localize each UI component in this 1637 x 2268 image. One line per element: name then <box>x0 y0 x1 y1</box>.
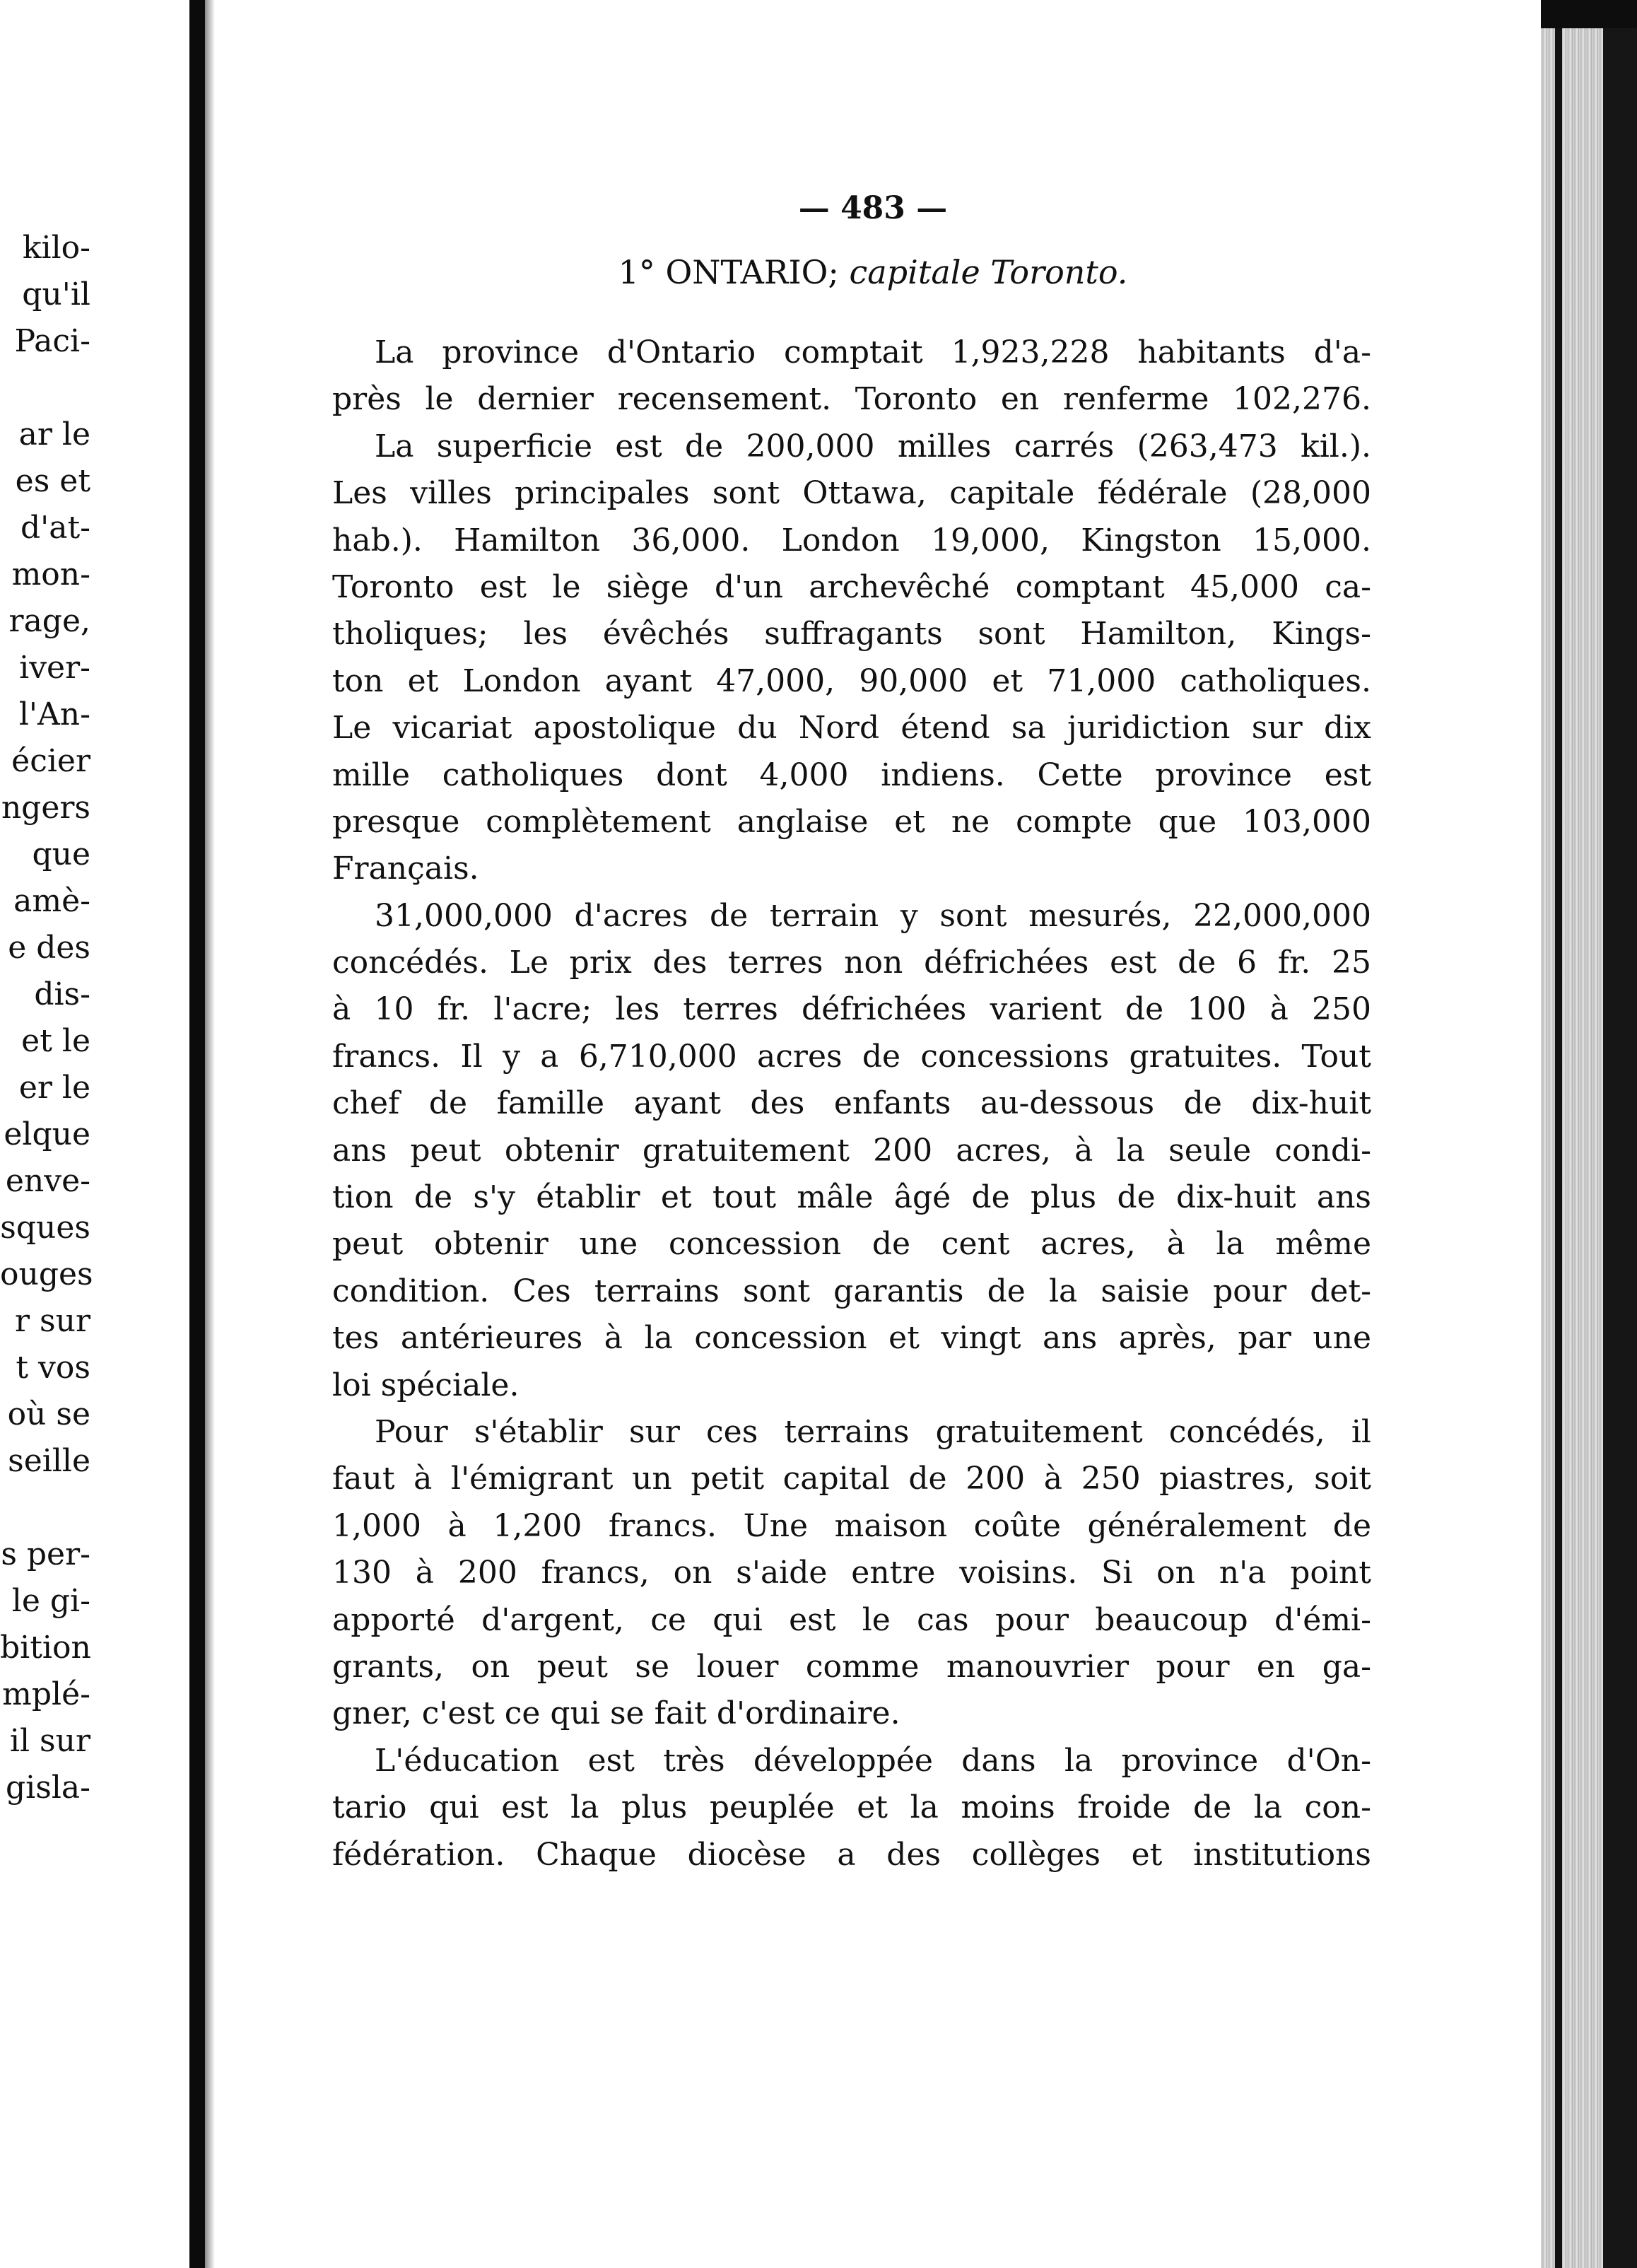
text-line: mille catholiques dont 4,000 indiens. Cette province est <box>332 756 1371 793</box>
left-fragment-line: où se <box>7 1396 90 1432</box>
text-line: La superficie est de 200,000 milles carrés (263,473 kil.). <box>375 428 1371 464</box>
left-fragment-line <box>0 365 90 411</box>
text-line: Les villes principales sont Ottawa, capitale fédérale (28,000 <box>332 475 1371 512</box>
left-fragment-line: bition <box>0 1630 91 1666</box>
text-line: loi spéciale. <box>332 1367 520 1403</box>
gutter-shadow <box>205 0 215 2268</box>
text-line: francs. Il y a 6,710,000 acres de concessions gratuites. Tout <box>332 1038 1371 1075</box>
left-fragment-line: enve- <box>5 1163 90 1199</box>
left-fragment-line: qu'il <box>22 276 90 312</box>
text-line: Toronto est le siège d'un archevêché comptant 45,000 ca- <box>332 568 1371 605</box>
left-fragment-line: es et <box>15 463 90 499</box>
text-line: 31,000,000 d'acres de terrain y sont mesurés, 22,000,000 <box>375 897 1371 934</box>
text-line: Le vicariat apostolique du Nord étend sa juridiction sur dix <box>332 710 1371 747</box>
text-line: chef de famille ayant des enfants au-dessous de dix-huit <box>332 1085 1371 1122</box>
text-line: Français. <box>332 850 479 887</box>
text-line: fédération. Chaque diocèse a des collèges et institutions <box>332 1836 1371 1873</box>
left-fragment-line: t vos <box>16 1350 90 1386</box>
left-fragment-line: Paci- <box>14 323 90 359</box>
scan-border <box>1603 0 1637 2268</box>
book-page <box>332 177 1371 1878</box>
left-fragment-line <box>0 1485 90 1531</box>
left-fragment-line: ngers <box>1 790 90 826</box>
text-line: tholiques; les évêchés suffragants sont Hamilton, Kings- <box>332 616 1371 653</box>
text-line: tario qui est la plus peuplée et la moins froide de la con- <box>332 1789 1371 1826</box>
text-line: faut à l'émigrant un petit capital de 200 à 250 piastres, soit <box>332 1461 1371 1497</box>
body-text <box>332 329 1371 1878</box>
text-line: L'éducation est très développée dans la province d'On- <box>375 1742 1371 1779</box>
left-fragment-line: ar le <box>18 416 90 452</box>
text-line: gner, c'est ce qui se fait d'ordinaire. <box>332 1695 900 1732</box>
text-line: Pour s'établir sur ces terrains gratuitement concédés, il <box>375 1413 1371 1450</box>
left-fragment-line: kilo- <box>22 230 90 266</box>
text-line: concédés. Le prix des terres non défrichées est de 6 fr. 25 <box>332 945 1371 981</box>
text-line: hab.). Hamilton 36,000. London 19,000, Kingston 15,000. <box>332 522 1371 559</box>
left-fragment-line: d'at- <box>20 510 90 546</box>
left-fragment-line: e des <box>8 930 90 966</box>
left-fragment-line: gisla- <box>6 1770 90 1806</box>
text-line: grants, on peut se louer comme manouvrier pour en ga- <box>332 1648 1371 1685</box>
scan-border-top <box>1541 0 1637 28</box>
text-line: tion de s'y établir et tout mâle âgé de plus de dix-huit ans <box>332 1179 1371 1216</box>
text-line: près le dernier recensement. Toronto en renferme 102,276. <box>332 381 1371 418</box>
left-fragment-line: écier <box>11 743 90 779</box>
left-fragment-line: s per- <box>1 1536 90 1572</box>
text-line: presque complètement anglaise et ne compte que 103,000 <box>332 803 1371 840</box>
left-fragment-line: sques <box>0 1210 90 1246</box>
text-line: ans peut obtenir gratuitement 200 acres, à la seule condi- <box>332 1132 1371 1169</box>
left-fragment-line: rage, <box>8 603 90 639</box>
left-fragment-line: seille <box>8 1443 90 1479</box>
left-fragment-line: le gi- <box>11 1583 90 1619</box>
left-fragment-line: dis- <box>34 976 90 1012</box>
section-title-prefix: 1° ONTARIO; <box>618 253 839 291</box>
left-fragment-line: mon- <box>11 556 90 592</box>
left-fragment-line: mplé- <box>2 1676 90 1712</box>
left-fragment-line: amè- <box>13 883 90 919</box>
left-fragment-line: et le <box>21 1023 90 1059</box>
page-gutter <box>189 0 205 2268</box>
left-fragment-line: l'An- <box>18 696 90 732</box>
page-number: — 483 — <box>798 190 948 226</box>
left-fragment-line: il sur <box>9 1723 90 1759</box>
text-line: peut obtenir une concession de cent acres, à la même <box>332 1226 1371 1263</box>
section-title-capital: capitale Toronto. <box>849 253 1128 291</box>
left-fragment-line: ouges <box>0 1256 93 1292</box>
section-title <box>332 240 1371 304</box>
left-fragment-line: que <box>32 836 90 872</box>
left-fragment-line: iver- <box>19 650 90 686</box>
left-fragment-line: elque <box>4 1116 90 1152</box>
text-line: 130 à 200 francs, on s'aide entre voisins. Si on n'a point <box>332 1555 1371 1591</box>
text-line: ton et London ayant 47,000, 90,000 et 71,000 catholiques. <box>332 662 1371 699</box>
left-fragment-line: r sur <box>15 1303 90 1339</box>
book-edge-line <box>1555 0 1562 2268</box>
text-line: apporté d'argent, ce qui est le cas pour beaucoup d'émi- <box>332 1601 1371 1638</box>
left-fragment-line: er le <box>18 1070 90 1106</box>
left-page-fragment <box>0 225 93 1811</box>
text-line: La province d'Ontario comptait 1,923,228 habitants d'a- <box>375 334 1371 370</box>
text-line: condition. Ces terrains sont garantis de la saisie pour det- <box>332 1273 1371 1309</box>
text-line: tes antérieures à la concession et vingt ans après, par une <box>332 1320 1371 1357</box>
text-line: 1,000 à 1,200 francs. Une maison coûte généralement de <box>332 1507 1371 1544</box>
text-line: à 10 fr. l'acre; les terres défrichées varient de 100 à 250 <box>332 991 1371 1028</box>
